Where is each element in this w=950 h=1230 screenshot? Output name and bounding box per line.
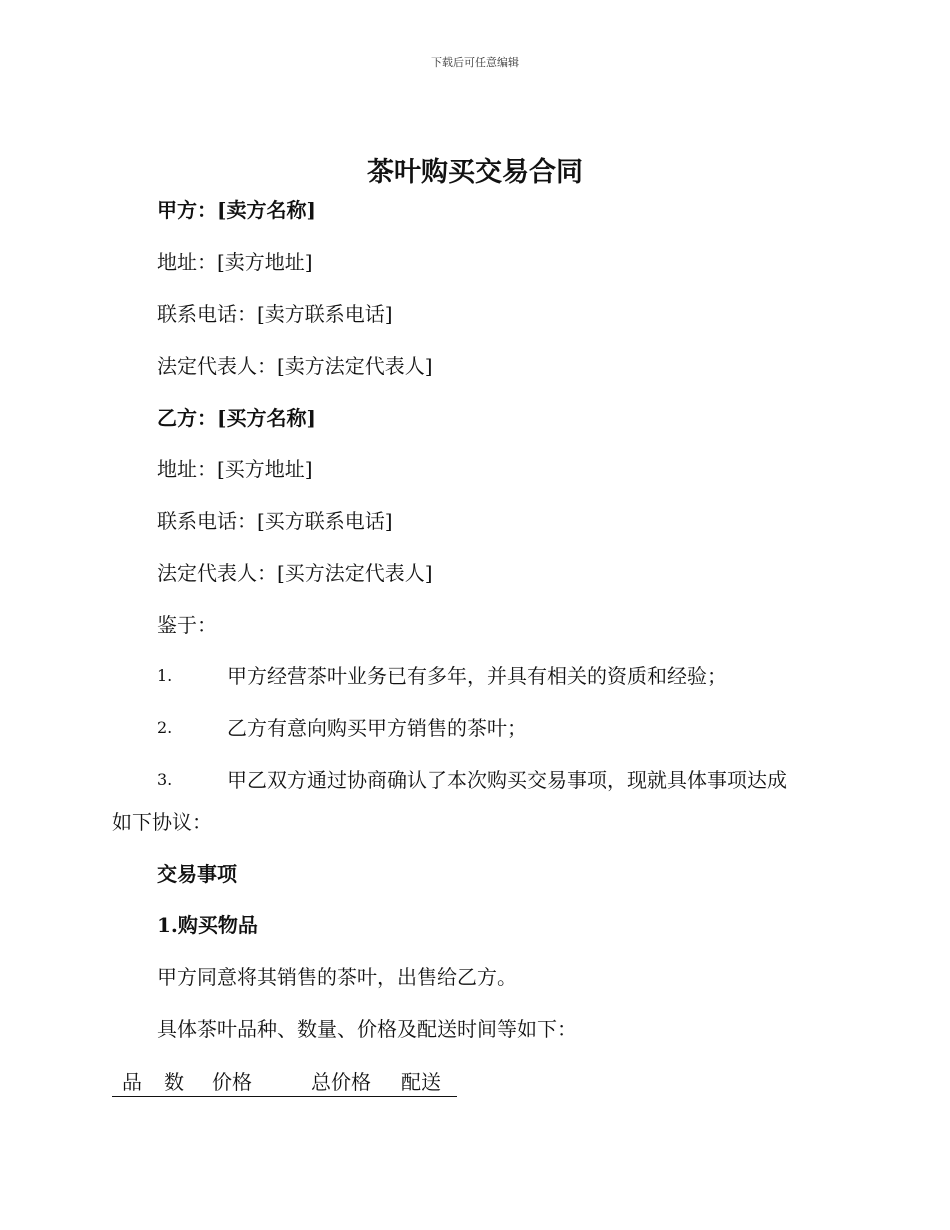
section-heading: 交易事项 (157, 862, 237, 886)
party-b-heading: 乙方：[买方名称] (157, 406, 316, 430)
party-a-phone: 联系电话：[卖方联系电话] (157, 302, 393, 326)
whereas-item-continuation: 如下协议： (112, 810, 212, 834)
section-subheading: 1.购买物品 (157, 913, 258, 937)
party-a-representative: 法定代表人：[卖方法定代表人] (157, 354, 433, 378)
whereas-item-number: 1. (157, 666, 173, 685)
table-header-cell: 数 (164, 1070, 184, 1094)
whereas-item-number: 2. (157, 718, 173, 737)
header-note: 下载后可任意编辑 (431, 56, 519, 69)
section-paragraph: 甲方同意将其销售的茶叶，出售给乙方。 (157, 965, 517, 989)
whereas-item-text: 乙方有意向购买甲方销售的茶叶； (227, 716, 527, 740)
party-b-phone: 联系电话：[买方联系电话] (157, 509, 393, 533)
table-header-cell: 品 (122, 1070, 142, 1094)
table-header-cell: 价格 (212, 1070, 252, 1094)
table-header-cell: 配送 (401, 1070, 441, 1094)
whereas-item-text: 甲方经营茶叶业务已有多年，并具有相关的资质和经验； (227, 664, 727, 688)
contract-title: 茶叶购买交易合同 (367, 157, 583, 188)
goods-table-header (112, 1068, 457, 1097)
section-paragraph: 具体茶叶品种、数量、价格及配送时间等如下： (157, 1017, 577, 1041)
whereas-item-number: 3. (157, 770, 173, 789)
whereas-item-text: 甲乙双方通过协商确认了本次购买交易事项，现就具体事项达成 (227, 768, 787, 792)
table-header-cell: 总价格 (311, 1070, 371, 1094)
whereas-label: 鉴于： (157, 613, 217, 637)
party-a-address: 地址：[卖方地址] (157, 250, 313, 274)
party-b-address: 地址：[买方地址] (157, 457, 313, 481)
party-b-representative: 法定代表人：[买方法定代表人] (157, 561, 433, 585)
party-a-heading: 甲方：[卖方名称] (157, 198, 316, 222)
